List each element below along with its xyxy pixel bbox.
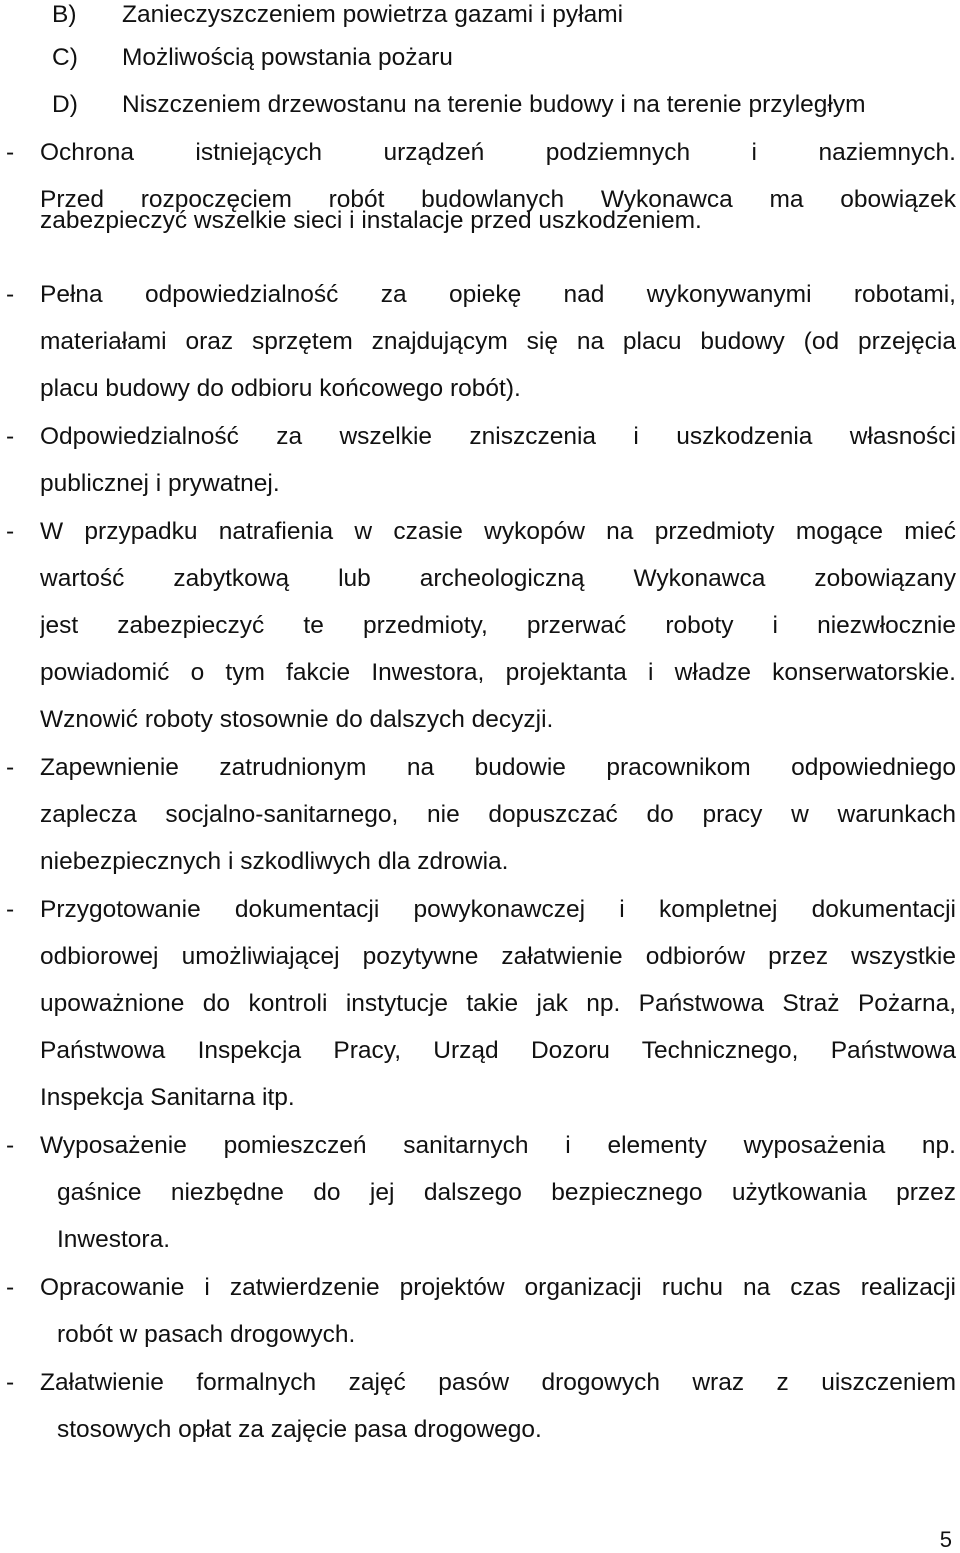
paragraph-line: materiałami oraz sprzętem znajdującym się na placu budowy (od przejęcia	[40, 328, 956, 355]
bullet-dash: -	[6, 1369, 15, 1396]
bullet-dash: -	[6, 896, 15, 923]
list-text: Zanieczyszczeniem powietrza gazami i pyłami	[122, 1, 624, 28]
bullet-dash: -	[6, 423, 15, 450]
bullet-dash: -	[6, 281, 15, 308]
list-label: B)	[52, 1, 77, 28]
paragraph-line: publicznej i prywatnej.	[40, 470, 280, 497]
paragraph-line: Inspekcja Sanitarna itp.	[40, 1084, 295, 1111]
bullet-dash: -	[6, 754, 15, 781]
list-text: Możliwością powstania pożaru	[122, 44, 453, 71]
paragraph-line: placu budowy do odbioru końcowego robót).	[40, 375, 521, 402]
bullet-dash: -	[6, 518, 15, 545]
paragraph-line: Przed rozpoczęciem robót budowlanych Wykonawca ma obowiązek	[40, 186, 956, 213]
page-number: 5	[939, 1527, 952, 1552]
paragraph-line: zabezpieczyć wszelkie sieci i instalacje przed uszkodzeniem.	[40, 207, 702, 234]
paragraph-line: robót w pasach drogowych.	[57, 1321, 356, 1348]
paragraph-line: Inwestora.	[57, 1226, 171, 1253]
paragraph-line: upoważnione do kontroli instytucje takie jak np. Państwowa Straż Pożarna,	[40, 990, 956, 1017]
paragraph-line: Ochrona istniejących urządzeń podziemnych i naziemnych.	[40, 139, 956, 166]
paragraph-line: gaśnice niezbędne do jej dalszego bezpiecznego użytkowania przez	[57, 1179, 956, 1206]
paragraph-line: Odpowiedzialność za wszelkie zniszczenia i uszkodzenia własności	[40, 423, 956, 450]
paragraph-line: jest zabezpieczyć te przedmioty, przerwać roboty i niezwłocznie	[40, 612, 956, 639]
bullet-dash: -	[6, 139, 15, 166]
paragraph-line: Przygotowanie dokumentacji powykonawczej i kompletnej dokumentacji	[40, 896, 956, 923]
paragraph-line: Pełna odpowiedzialność za opiekę nad wykonywanymi robotami,	[40, 281, 956, 308]
paragraph-line: Wznowić roboty stosownie do dalszych decyzji.	[40, 706, 554, 733]
paragraph-line: Opracowanie i zatwierdzenie projektów organizacji ruchu na czas realizacji	[40, 1274, 956, 1301]
bullet-dash: -	[6, 1132, 15, 1159]
paragraph-line: W przypadku natrafienia w czasie wykopów na przedmioty mogące mieć	[40, 518, 956, 545]
paragraph-line: wartość zabytkową lub archeologiczną Wykonawca zobowiązany	[40, 565, 956, 592]
paragraph-line: niebezpiecznych i szkodliwych dla zdrowia.	[40, 848, 509, 875]
paragraph-line: powiadomić o tym fakcie Inwestora, projektanta i władze konserwatorskie.	[40, 659, 956, 686]
list-label: D)	[52, 91, 78, 118]
paragraph-line: odbiorowej umożliwiającej pozytywne załatwienie odbiorów przez wszystkie	[40, 943, 956, 970]
paragraph-line: Załatwienie formalnych zajęć pasów drogowych wraz z uiszczeniem	[40, 1369, 956, 1396]
bullet-dash: -	[6, 1274, 15, 1301]
paragraph-line: Zapewnienie zatrudnionym na budowie pracownikom odpowiedniego	[40, 754, 956, 781]
list-text: Niszczeniem drzewostanu na terenie budowy i na terenie przyległym	[122, 91, 866, 118]
list-label: C)	[52, 44, 78, 71]
paragraph-line: stosowych opłat za zajęcie pasa drogowego.	[57, 1416, 542, 1443]
paragraph-line: zaplecza socjalno-sanitarnego, nie dopuszczać do pracy w warunkach	[40, 801, 956, 828]
paragraph-line: Państwowa Inspekcja Pracy, Urząd Dozoru Technicznego, Państwowa	[40, 1037, 956, 1064]
paragraph-line: Wyposażenie pomieszczeń sanitarnych i elementy wyposażenia np.	[40, 1132, 956, 1159]
